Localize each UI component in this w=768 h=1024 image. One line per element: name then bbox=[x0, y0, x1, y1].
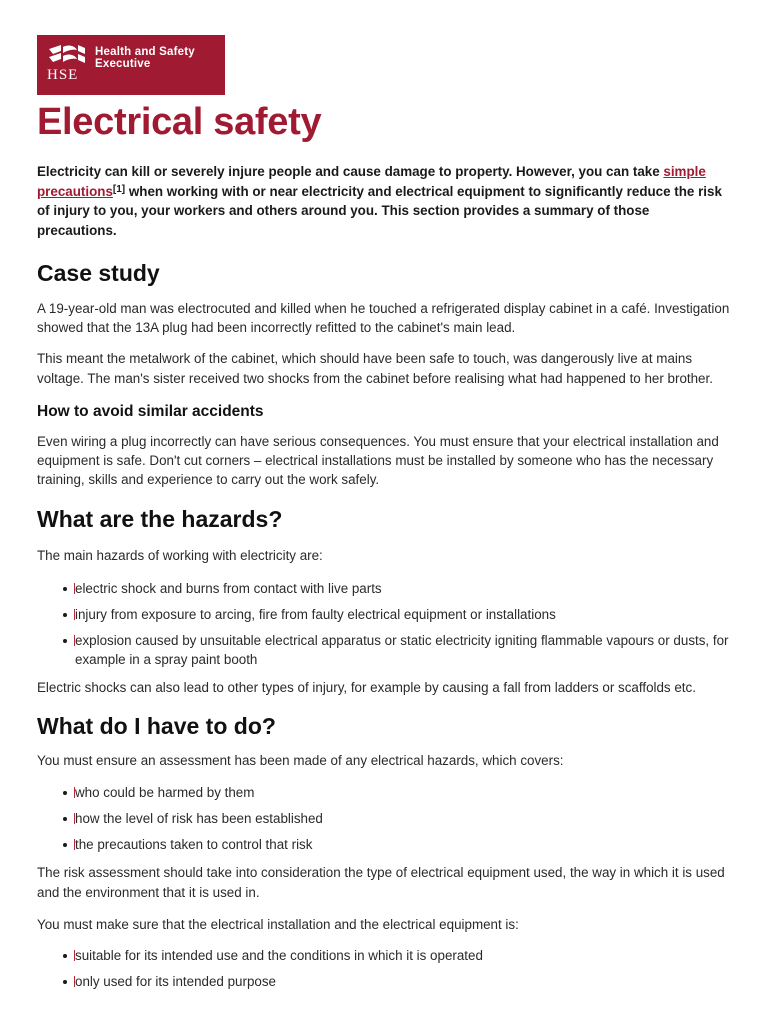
list-item-text: the precautions taken to control that risk bbox=[75, 837, 313, 853]
bullet-icon bbox=[63, 954, 67, 958]
avoid-accidents-heading: How to avoid similar accidents bbox=[37, 402, 264, 420]
risk-assessment-paragraph: The risk assessment should take into consideration the type of electrical equipment used, the way in which it is used and the environment that it is used in. bbox=[37, 865, 725, 900]
hazards-list bbox=[37, 579, 732, 670]
hazards-intro: The main hazards of working with electricity are: bbox=[37, 548, 323, 564]
bullet-marker bbox=[74, 950, 75, 961]
footnote-marker[interactable]: [1] bbox=[112, 183, 126, 195]
what-to-do-intro: You must ensure an assessment has been made of any electrical hazards, which covers: bbox=[37, 752, 564, 768]
case-study-paragraph-1: A 19-year-old man was electrocuted and killed when he touched a refrigerated display cabinet in a café. Investigation showed that the 13A plug had been incorrectly refitted to the cabinet's main lead. bbox=[37, 301, 730, 336]
intro-text-end: when working with or near electricity and electrical equipment to significantly reduce the risk of injury to you, your workers and others around you. This section provides a summary of those precautions. bbox=[37, 183, 722, 238]
bullet-marker bbox=[74, 976, 75, 987]
hse-crest-icon bbox=[47, 43, 87, 69]
hse-logo[interactable] bbox=[37, 35, 225, 95]
list-item-text: how the level of risk has been established bbox=[75, 811, 323, 827]
logo-acronym: HSE bbox=[47, 67, 79, 83]
intro-text-start: Electricity can kill or severely injure people and cause damage to property. However, you can take bbox=[37, 164, 664, 179]
bullet-icon bbox=[63, 587, 67, 591]
list-item bbox=[75, 809, 732, 828]
list-item bbox=[75, 972, 732, 991]
bullet-icon bbox=[63, 980, 67, 984]
installation-paragraph: You must make sure that the electrical installation and the electrical equipment is: bbox=[37, 916, 519, 932]
bullet-icon bbox=[63, 791, 67, 795]
bullet-icon bbox=[63, 843, 67, 847]
list-item bbox=[75, 783, 732, 802]
bullet-marker bbox=[74, 787, 75, 798]
bullet-icon bbox=[63, 613, 67, 617]
logo-name-line-1: Health and Safety bbox=[95, 46, 195, 58]
hazards-after-paragraph: Electric shocks can also lead to other types of injury, for example by causing a fall from ladders or scaffolds etc. bbox=[37, 680, 696, 696]
what-to-do-heading: What do I have to do? bbox=[37, 712, 276, 739]
list-item bbox=[75, 835, 732, 854]
bullet-marker bbox=[74, 839, 75, 850]
intro-paragraph bbox=[37, 162, 732, 240]
logo-name-line-2: Executive bbox=[95, 58, 151, 70]
bullet-icon bbox=[63, 639, 67, 643]
hazards-heading: What are the hazards? bbox=[37, 506, 283, 533]
bullet-marker bbox=[74, 813, 75, 824]
case-study-paragraph-2: This meant the metalwork of the cabinet, which should have been safe to touch, was dangerously live at mains voltage. The man's sister received two shocks from the cabinet before realising what had happened to her brother. bbox=[37, 351, 713, 386]
list-item-text: only used for its intended purpose bbox=[75, 974, 276, 990]
bullet-icon bbox=[63, 817, 67, 821]
simple-precautions-link[interactable]: simple precautions bbox=[37, 164, 706, 199]
bullet-marker bbox=[74, 583, 75, 594]
installation-list bbox=[37, 946, 732, 991]
list-item bbox=[75, 579, 732, 598]
list-item bbox=[75, 605, 732, 624]
list-item-text: who could be harmed by them bbox=[75, 784, 255, 800]
list-item-text: electric shock and burns from contact with live parts bbox=[75, 580, 382, 596]
list-item bbox=[75, 946, 732, 965]
page-title: Electrical safety bbox=[37, 101, 322, 143]
list-item-text: suitable for its intended use and the conditions in which it is operated bbox=[75, 948, 483, 964]
avoid-accidents-paragraph: Even wiring a plug incorrectly can have serious consequences. You must ensure that your electrical installation and equipment is safe. Don't cut corners – electrical installations must be installed by someone who has the necessary training, skills and experience to carry out the work safely. bbox=[37, 433, 719, 488]
bullet-marker bbox=[74, 609, 75, 620]
list-item-text: injury from exposure to arcing, fire from faulty electrical equipment or installations bbox=[75, 606, 556, 622]
list-item bbox=[75, 631, 732, 669]
bullet-marker bbox=[74, 635, 75, 646]
document-page bbox=[37, 35, 732, 991]
assessment-list bbox=[37, 783, 732, 855]
case-study-heading: Case study bbox=[37, 260, 160, 286]
list-item-text: explosion caused by unsuitable electrical apparatus or static electricity igniting flammable vapours or dusts, for example in a spray paint booth bbox=[75, 633, 729, 668]
